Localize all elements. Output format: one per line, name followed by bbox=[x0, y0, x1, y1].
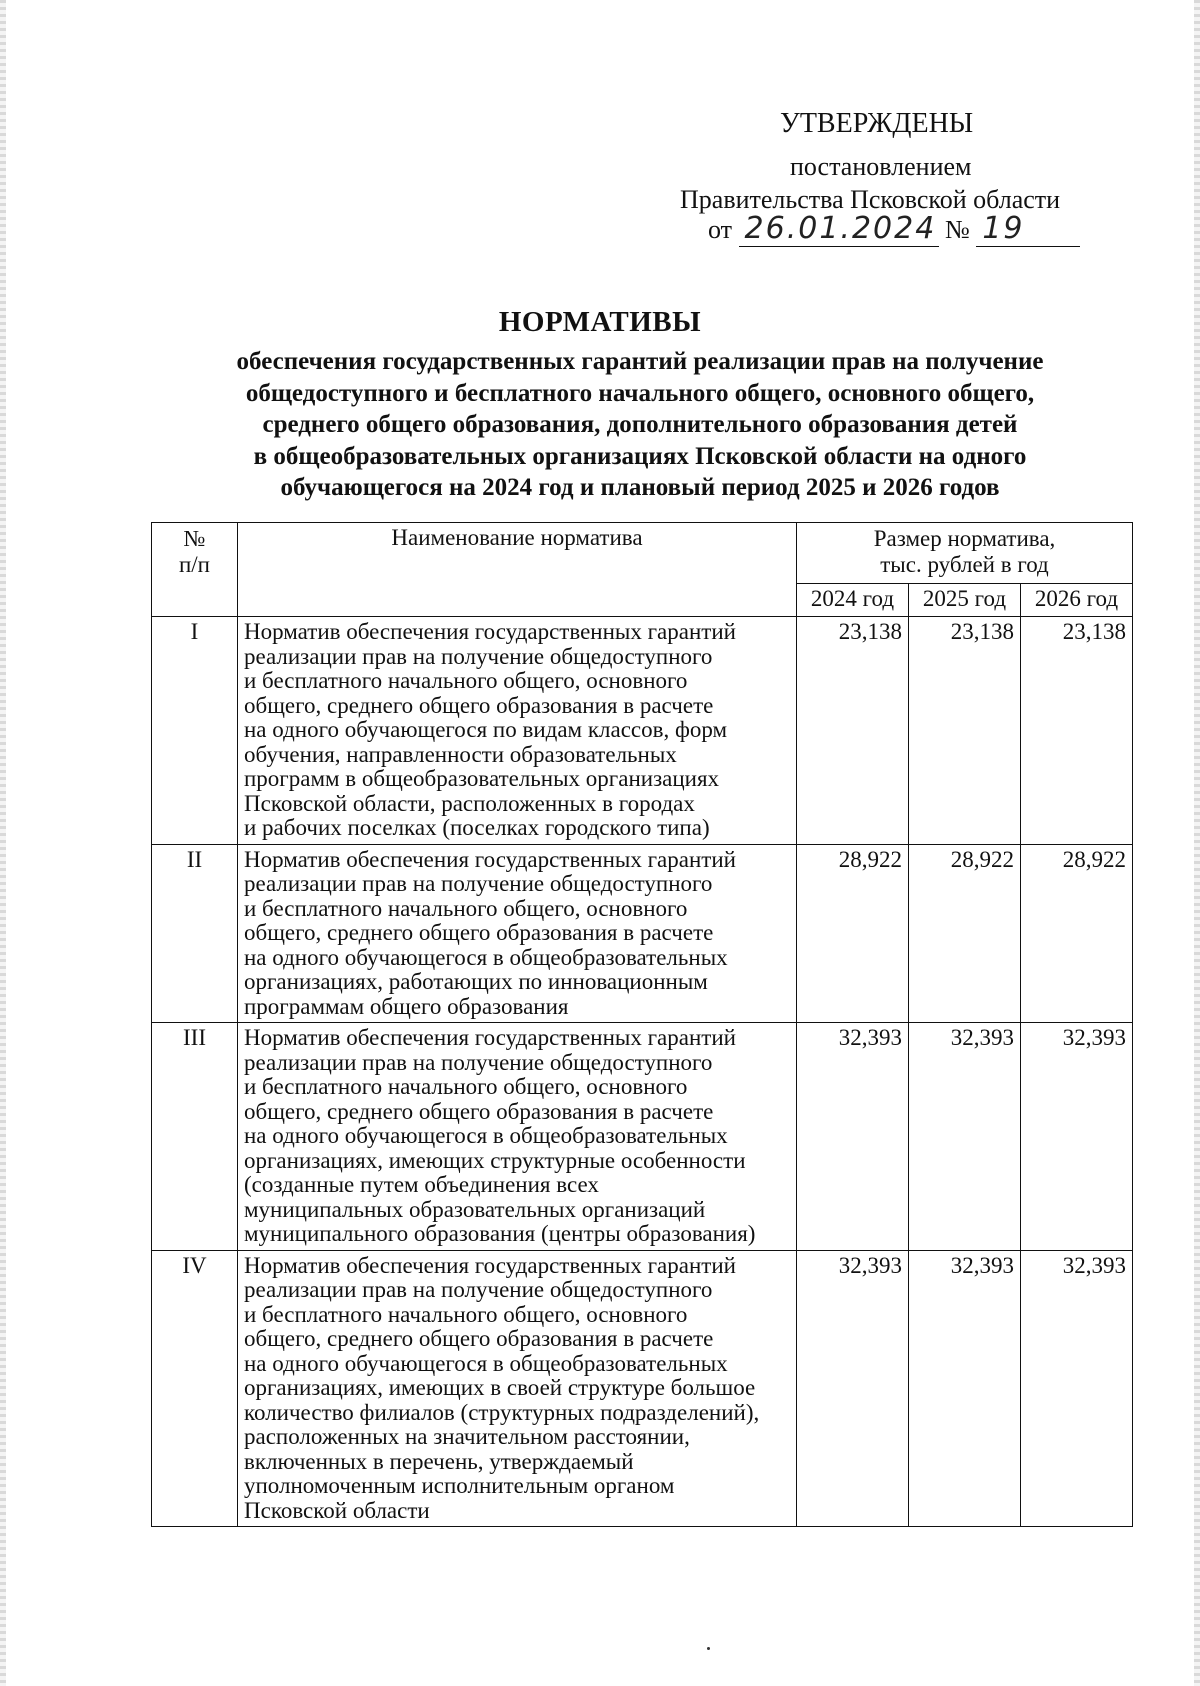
subtitle-line: обеспечения государственных гарантий реализации прав на получение bbox=[236, 348, 1044, 375]
row-value-2024: 32,393 bbox=[797, 1250, 909, 1527]
header-size: Размер норматива, тыс. рублей в год bbox=[797, 523, 1133, 584]
row-value-2026: 23,138 bbox=[1021, 617, 1133, 845]
row-value-2025: 28,922 bbox=[909, 844, 1021, 1023]
row-norm-name: Норматив обеспечения государственных гарантий реализации прав на получение общедоступного и бесплатного начального общего, основного общего, среднего общего образования в расчете на одного обучающегося в общеобразовательных организациях, работающих по инновационным программам общего образования bbox=[238, 844, 797, 1023]
scan-speck bbox=[707, 1647, 710, 1650]
approval-date-row bbox=[708, 212, 1080, 247]
row-value-2025: 32,393 bbox=[909, 1023, 1021, 1251]
row-value-2026: 32,393 bbox=[1021, 1023, 1133, 1251]
header-name: Наименование норматива bbox=[238, 523, 797, 617]
header-year-2026: 2026 год bbox=[1021, 584, 1133, 617]
row-number: I bbox=[152, 617, 238, 845]
approval-line-government: Правительства Псковской области bbox=[680, 185, 1061, 214]
document-subtitle bbox=[170, 346, 1110, 504]
document-title: НОРМАТИВЫ bbox=[498, 306, 702, 338]
row-value-2025: 23,138 bbox=[909, 617, 1021, 845]
table-row bbox=[152, 617, 1133, 845]
table-row bbox=[152, 1250, 1133, 1527]
row-value-2025: 32,393 bbox=[909, 1250, 1021, 1527]
table-row bbox=[152, 844, 1133, 1023]
row-norm-name: Норматив обеспечения государственных гарантий реализации прав на получение общедоступного и бесплатного начального общего, основного общего, среднего общего образования в расчете на одного обучающегося по видам классов, форм обучения, направленности образовательных программ в общеобразовательных организациях Псковской области, расположенных в городах и рабочих поселках (поселках городского типа) bbox=[238, 617, 797, 845]
row-value-2026: 28,922 bbox=[1021, 844, 1133, 1023]
approval-line-resolution: постановлением bbox=[790, 152, 972, 181]
handwritten-number: 19 bbox=[976, 212, 1080, 247]
number-prefix: № bbox=[945, 215, 970, 244]
row-norm-name: Норматив обеспечения государственных гарантий реализации прав на получение общедоступного и бесплатного начального общего, основного общего, среднего общего образования в расчете на одного обучающегося в общеобразовательных организациях, имеющих в своей структуре большое количество филиалов (структурных подразделений), расположенных на значительном расстоянии, включенных в перечень, утверждаемый уполномоченным исполнительным органом Псковской области bbox=[238, 1250, 797, 1527]
norms-table bbox=[151, 522, 1133, 1527]
row-value-2024: 28,922 bbox=[797, 844, 909, 1023]
handwritten-date: 26.01.2024 bbox=[739, 212, 939, 247]
subtitle-line: среднего общего образования, дополнительного образования детей bbox=[262, 411, 1018, 438]
row-value-2026: 32,393 bbox=[1021, 1250, 1133, 1527]
row-number: IV bbox=[152, 1250, 238, 1527]
subtitle-line: общедоступного и бесплатного начального общего, основного общего, bbox=[245, 379, 1035, 407]
subtitle-line: в общеобразовательных организациях Псковской области на одного bbox=[253, 442, 1027, 470]
header-year-2025: 2025 год bbox=[909, 584, 1021, 617]
row-value-2024: 23,138 bbox=[797, 617, 909, 845]
date-prefix: от bbox=[708, 215, 733, 244]
row-number: II bbox=[152, 844, 238, 1023]
table-row bbox=[152, 1023, 1133, 1251]
subtitle-line: обучающегося на 2024 год и плановый период 2025 и 2026 годов bbox=[280, 474, 1000, 501]
row-value-2024: 32,393 bbox=[797, 1023, 909, 1251]
header-number: № п/п bbox=[152, 523, 238, 617]
header-year-2024: 2024 год bbox=[797, 584, 909, 617]
approval-title: УТВЕРЖДЕНЫ bbox=[780, 108, 974, 139]
row-number: III bbox=[152, 1023, 238, 1251]
row-norm-name: Норматив обеспечения государственных гарантий реализации прав на получение общедоступного и бесплатного начального общего, основного общего, среднего общего образования в расчете на одного обучающегося в общеобразовательных организациях, имеющих структурные особенности (созданные путем объединения всех муниципальных образовательных организаций муниципального образования (центры образования) bbox=[238, 1023, 797, 1251]
scan-edge-right bbox=[1194, 0, 1200, 1686]
scan-edge-left bbox=[0, 0, 6, 1686]
